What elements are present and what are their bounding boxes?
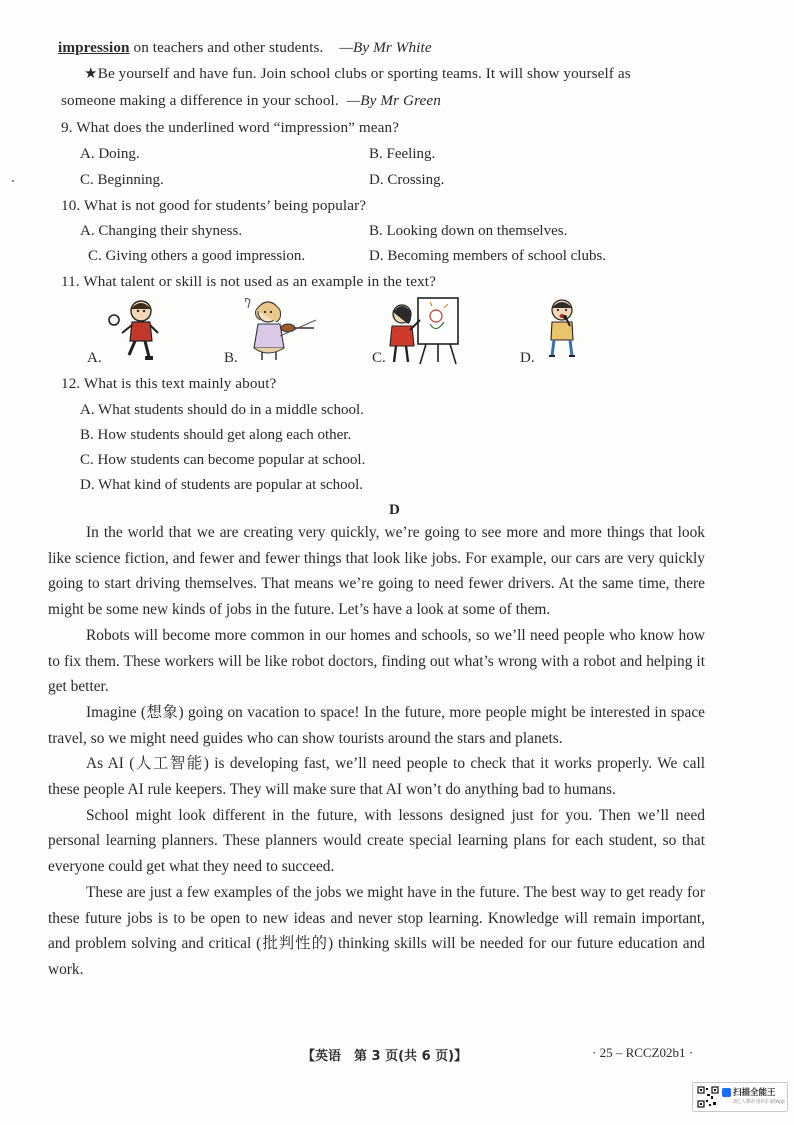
- scanner-title: 扫描全能王: [733, 1087, 776, 1097]
- passage-d-title: D: [389, 502, 400, 518]
- scanner-subtitle: 3亿人都在用的扫描App: [733, 1099, 785, 1105]
- question-9-option-b[interactable]: B. Feeling.: [369, 146, 436, 162]
- question-12-stem: 12. What is this text mainly about?: [61, 375, 277, 392]
- passage-d-paragraph-1: In the world that we are creating very quickly, we’re going to see more and more things that look like science fiction, and fewer and fewer things that look like jobs. For example, our cars are very quickly going to start driving themselves. That means we’re going to need fewer drivers. At the same time, there might be some new kinds of jobs in the future. Let’s have a look at some of them.: [48, 524, 705, 619]
- question-9-option-d[interactable]: D. Crossing.: [369, 172, 445, 188]
- passage-c-line-1: [58, 38, 432, 58]
- passage-c-text: someone making a difference in your school.: [61, 92, 339, 109]
- passage-d-paragraph-6: These are just a few examples of the jobs we might have in the future. The best way to get ready for these future jobs is to be open to new ideas and never stop learning. Knowledge will remain important, and problem solving and critical (批判性的) thinking skills will be needed for our future education and work.: [48, 883, 705, 978]
- passage-c-line-3: [61, 91, 441, 111]
- author-green: —By Mr Green: [346, 92, 441, 109]
- question-12-option-d[interactable]: D. What kind of students are popular at school.: [80, 477, 363, 493]
- picture-label-c[interactable]: C.: [372, 350, 386, 366]
- scan-speck: [12, 180, 14, 182]
- picture-label-d[interactable]: D.: [520, 350, 535, 366]
- question-9-option-c[interactable]: C. Beginning.: [80, 172, 164, 188]
- passage-c-line-2: ★Be yourself and have fun. Join school clubs or sporting teams. It will show yourself as: [84, 65, 631, 82]
- question-12-option-b[interactable]: B. How students should get along each other.: [80, 427, 352, 443]
- page-footer-code: · 25 – RCCZ02b1 ·: [592, 1045, 694, 1060]
- author-white: —By Mr White: [339, 39, 432, 56]
- passage-d-paragraph-3: Imagine (想象) going on vacation to space! In the future, more people might be interested in space travel, so we might need guides who can show tourists around the stars and planets.: [48, 703, 705, 747]
- passage-d-paragraph-4: As AI (人工智能) is developing fast, we’ll need people to check that it works properly. We call these people AI rule keepers. They will make sure that AI won’t do anything bad to humans.: [48, 755, 705, 799]
- passage-d-paragraph-2: Robots will become more common in our homes and schools, so we’ll need people who know how to fix them. These workers will be like robot doctors, finding out what’s wrong with a robot and helping it get better.: [48, 626, 705, 696]
- question-11-stem: 11. What talent or skill is not used as an example in the text?: [61, 273, 436, 290]
- question-10-option-c[interactable]: C. Giving others a good impression.: [88, 248, 306, 264]
- question-10-option-d[interactable]: D. Becoming members of school clubs.: [369, 248, 607, 264]
- scanner-watermark: [692, 1082, 788, 1112]
- question-12-option-a[interactable]: A. What students should do in a middle school.: [80, 402, 364, 418]
- qr-code-icon: [697, 1086, 719, 1108]
- question-10-stem: 10. What is not good for students’ being popular?: [61, 197, 367, 214]
- question-9-option-a[interactable]: A. Doing.: [80, 146, 140, 162]
- painter-icon[interactable]: [386, 294, 464, 366]
- passage-c-text: on teachers and other students.: [129, 39, 324, 56]
- football-player-icon[interactable]: [105, 297, 165, 363]
- picture-label-b[interactable]: B.: [224, 350, 238, 366]
- picture-label-a[interactable]: A.: [87, 350, 102, 366]
- violin-player-icon[interactable]: [236, 296, 320, 364]
- page-footer-center: 【英语 第 3 页(共 6 页)】: [302, 1049, 468, 1064]
- singer-icon[interactable]: [542, 296, 582, 364]
- scanner-logo-icon: [722, 1088, 731, 1097]
- question-10-option-a[interactable]: A. Changing their shyness.: [80, 223, 243, 239]
- question-10-option-b[interactable]: B. Looking down on themselves.: [369, 223, 568, 239]
- question-12-option-c[interactable]: C. How students can become popular at school.: [80, 452, 366, 468]
- passage-d-paragraph-5: School might look different in the future, with lessons designed just for you. Then we’ll need personal learning planners. These planners would create special learning plans for each student, so that everyone could get what they need to succeed.: [48, 806, 705, 876]
- underlined-word: impression: [58, 39, 130, 56]
- passage-d-body: [48, 520, 705, 983]
- question-9-stem: 9. What does the underlined word “impression” mean?: [61, 119, 400, 136]
